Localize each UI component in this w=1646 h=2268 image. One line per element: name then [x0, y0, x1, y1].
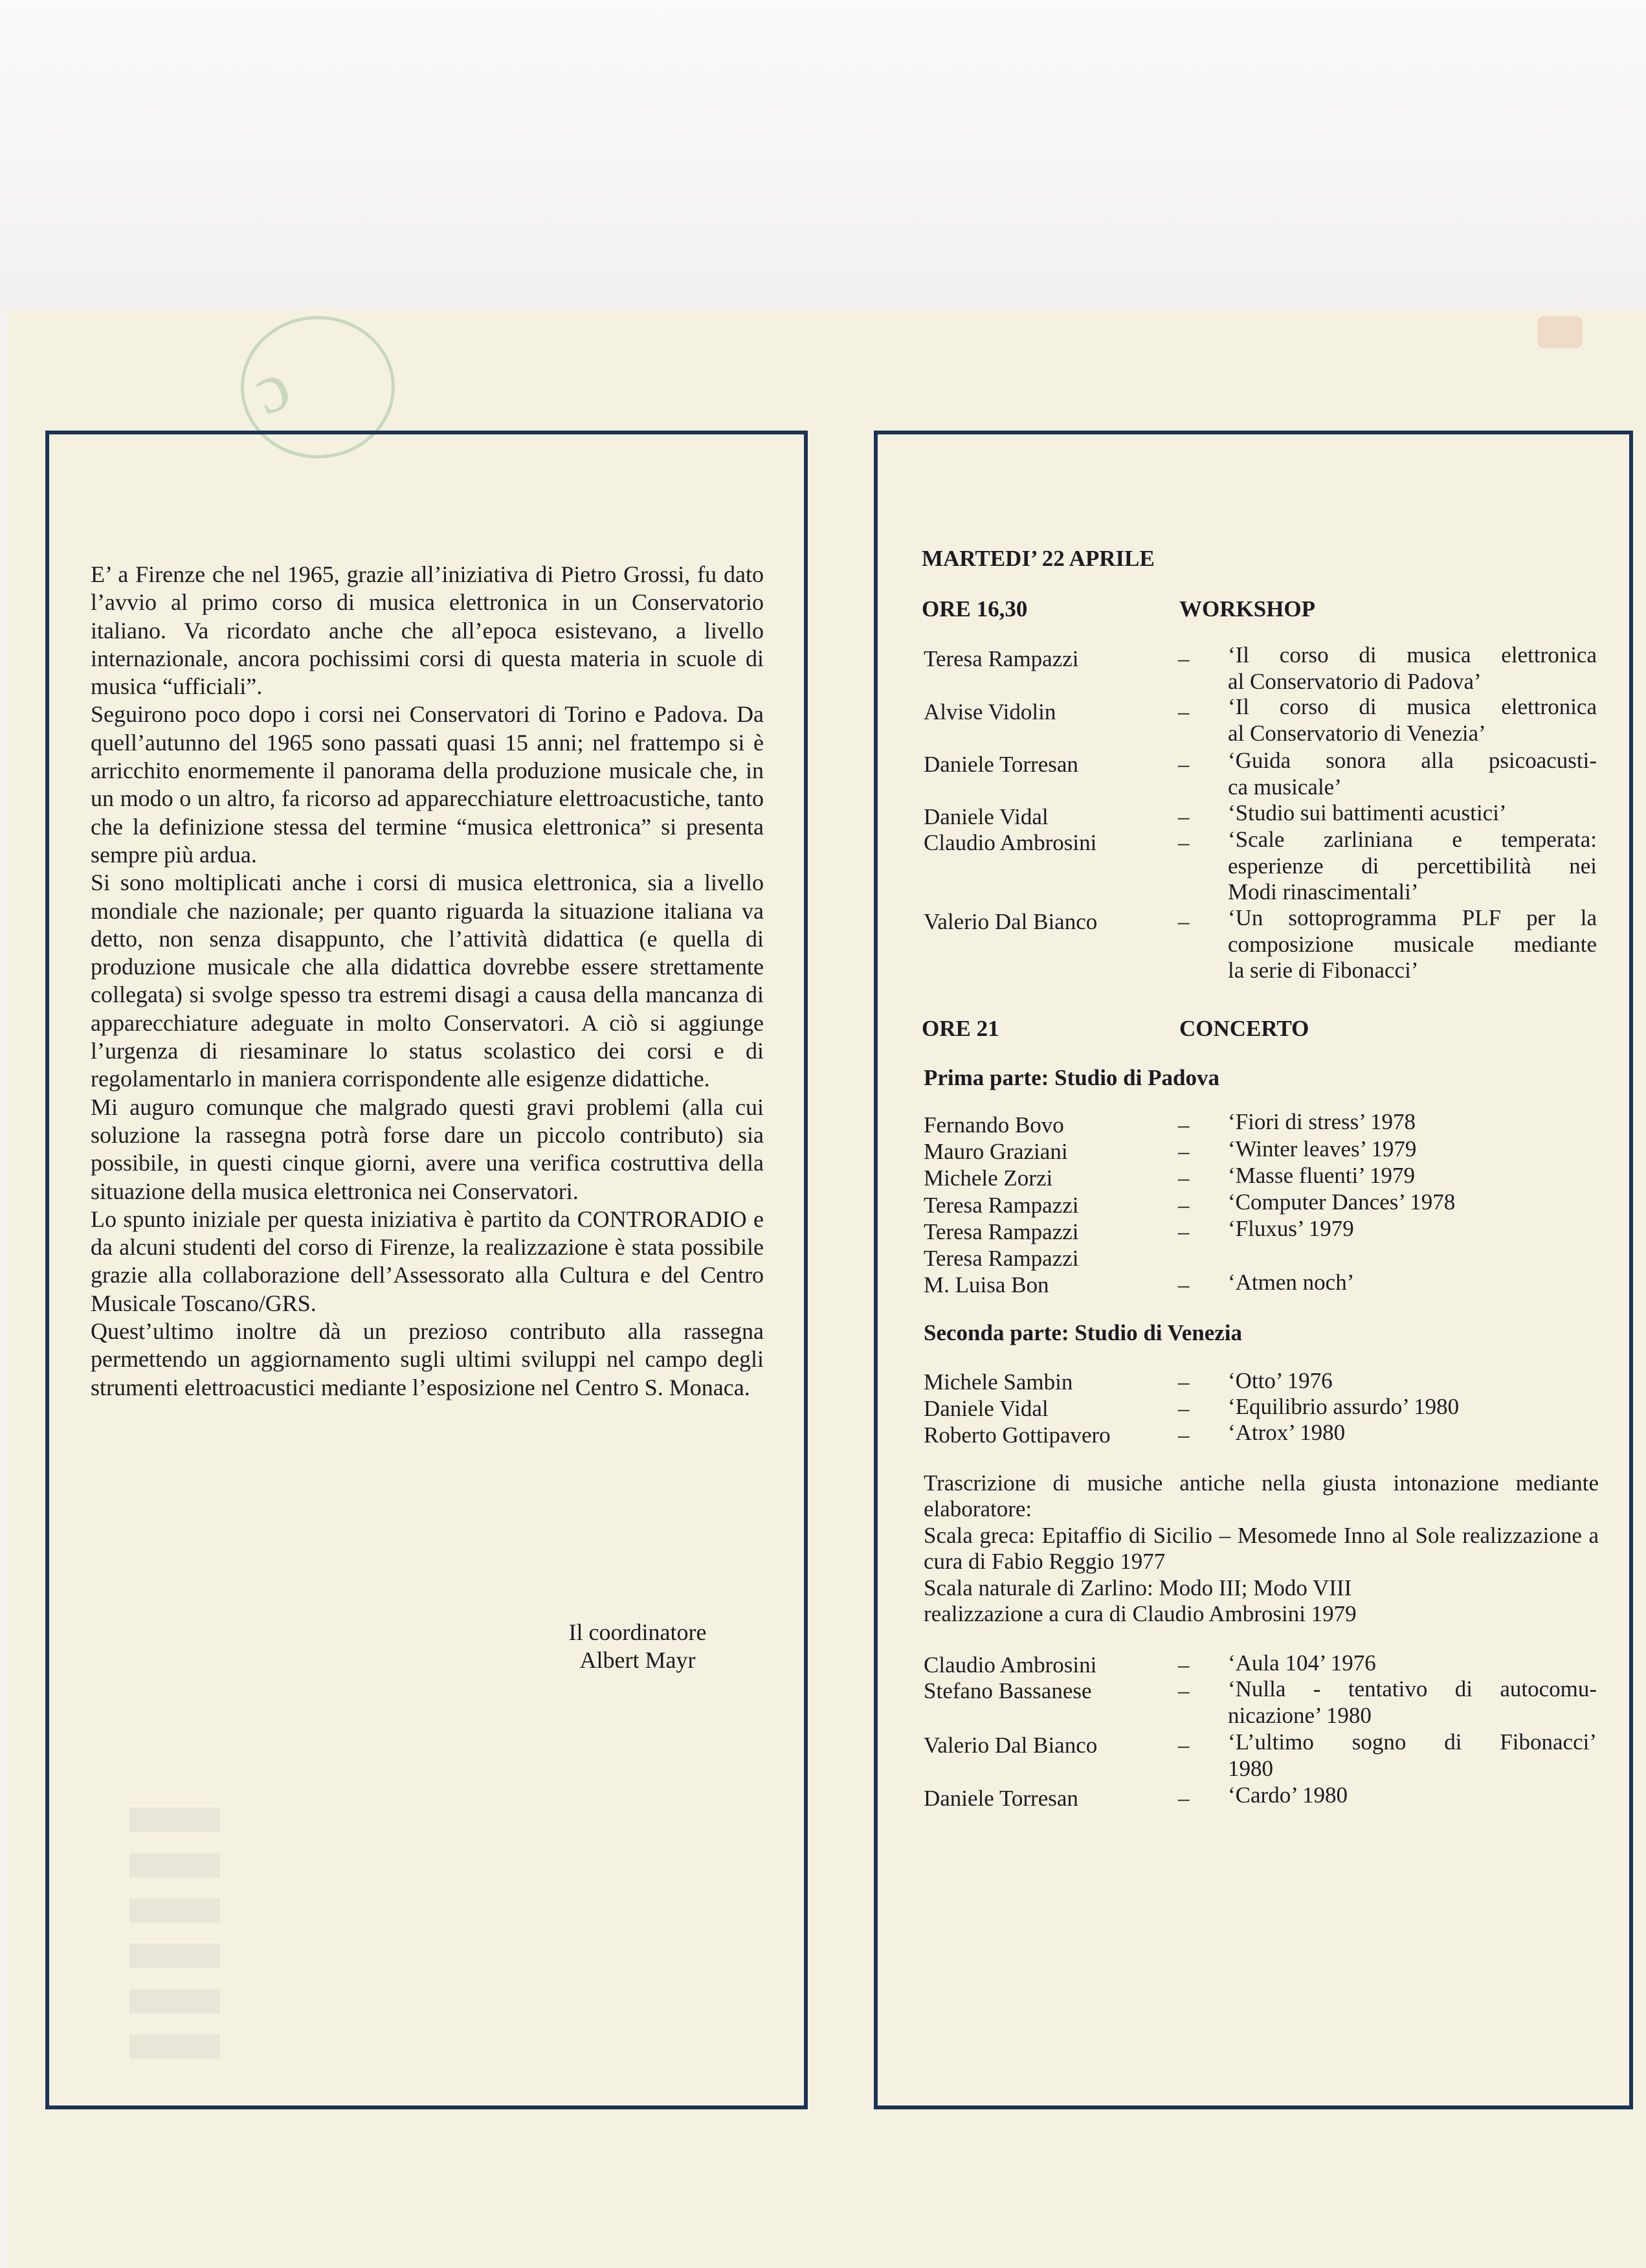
- dash: –: [1178, 1652, 1190, 1678]
- work-title: ‘Winter leaves’ 1979: [1228, 1136, 1417, 1162]
- intro-paragraph: E’ a Firenze che nel 1965, grazie all’iniziativa di Pietro Grossi, fu dato l’avvio al primo corso di musica elettronica in un Conservatorio italiano. Va ricordato anche che all’epoca esistevano, a livello internazionale, ancora pochissimi corsi di questa materia in scuole di musica “ufficiali”.: [91, 561, 764, 700]
- workshop-title: ‘Un sottoprogramma PLF per la composizione musicale mediante la serie di Fibonacci’: [1228, 905, 1597, 983]
- performer: Daniele Vidal: [924, 1396, 1049, 1421]
- work-title: ‘Equilibrio assurdo’ 1980: [1228, 1394, 1460, 1419]
- dash: –: [1178, 646, 1190, 671]
- dash: –: [1178, 909, 1190, 934]
- work-title: ‘Masse fluenti’ 1979: [1228, 1163, 1416, 1188]
- workshop-title: ‘Il corso di musica elettronica al Conservatorio di Padova’: [1228, 642, 1597, 694]
- dash: –: [1178, 1272, 1190, 1297]
- performer: Stefano Bassanese: [924, 1678, 1092, 1703]
- dash: –: [1178, 1165, 1190, 1191]
- transcription-line: Scala greca: Epitaffio di Sicilio – Mesomede Inno al Sole realizzazione a cura di Fabio Reggio 1977: [924, 1523, 1599, 1574]
- program-day: MARTEDI’ 22 APRILE: [922, 546, 1155, 571]
- dash: –: [1178, 1193, 1190, 1218]
- workshop-speaker: Valerio Dal Bianco: [924, 909, 1098, 934]
- dash: –: [1178, 1678, 1190, 1703]
- performer: Roberto Gottipavero: [924, 1422, 1111, 1448]
- performer: Fernando Bovo: [924, 1112, 1064, 1138]
- performer: Teresa Rampazzi: [924, 1246, 1079, 1271]
- workshop-speaker: Claudio Ambrosini: [924, 830, 1097, 855]
- work-title: ‘Computer Dances’ 1978: [1228, 1189, 1456, 1215]
- work-title: ‘Atmen noch’: [1228, 1270, 1355, 1295]
- workshop-title: ‘Scale zarliniana e temperata: esperienze di percettibilità nei Modi rinascimentali’: [1228, 827, 1597, 904]
- workshop-time: ORE 16,30: [922, 596, 1028, 622]
- workshop-label: WORKSHOP: [1179, 596, 1316, 622]
- performer: Mauro Graziani: [924, 1139, 1068, 1164]
- workshop-title: ‘Il corso di musica elettronica al Conservatorio di Venezia’: [1228, 694, 1597, 746]
- dash: –: [1178, 830, 1190, 855]
- intro-paragraph: Quest’ultimo inoltre dà un prezioso contributo alla rassegna permettendo un aggiornamento sugli ultimi sviluppi nel campo degli strumenti elettroacustici mediante l’esposizione nel Centro S. Monaca.: [91, 1318, 764, 1400]
- concert-time: ORE 21: [922, 1016, 999, 1041]
- workshop-speaker: Teresa Rampazzi: [924, 646, 1079, 671]
- dash: –: [1178, 1369, 1190, 1395]
- dash: –: [1178, 1112, 1190, 1138]
- transcription-intro: Trascrizione di musiche antiche nella giusta intonazione mediante elaboratore:: [924, 1470, 1599, 1521]
- performer: Michele Zorzi: [924, 1165, 1053, 1191]
- performer: Daniele Torresan: [924, 1786, 1078, 1811]
- dash: –: [1178, 1219, 1190, 1244]
- dash: –: [1178, 699, 1190, 724]
- intro-paragraph: Mi auguro comunque che malgrado questi gravi problemi (alla cui soluzione la rassegna potrà forse dare un piccolo contributo) sia possibile, in questi cinque giorni, avere una verifica costruttiva della situazione della musica elettronica nei Conservatori.: [91, 1094, 764, 1204]
- work-title: ‘L’ultimo sogno di Fibonacci’ 1980: [1228, 1729, 1597, 1781]
- performer: Valerio Dal Bianco: [924, 1733, 1098, 1758]
- scan-background: [0, 0, 1646, 311]
- fold-line: [840, 309, 841, 2268]
- work-title: ‘Atrox’ 1980: [1228, 1420, 1346, 1445]
- work-title: ‘Aula 104’ 1976: [1228, 1650, 1376, 1676]
- intro-text: [91, 561, 764, 1402]
- signature-role: Il coordinatore: [568, 1619, 707, 1645]
- dash: –: [1178, 752, 1190, 777]
- stamp-mark-icon: ɔ: [243, 344, 300, 430]
- signature-block: [531, 1619, 744, 1674]
- dash: –: [1178, 1396, 1190, 1421]
- part-one-title: Prima parte: Studio di Padova: [924, 1065, 1219, 1090]
- dash: –: [1178, 1786, 1190, 1811]
- work-title: ‘Nulla - tentativo di autocomu- nicazione’ 1980: [1228, 1676, 1597, 1728]
- workshop-speaker: Alvise Vidolin: [924, 699, 1056, 724]
- performer: Claudio Ambrosini: [924, 1652, 1097, 1678]
- workshop-speaker: Daniele Torresan: [924, 752, 1078, 777]
- workshop-speaker: Daniele Vidal: [924, 804, 1049, 829]
- performer: Teresa Rampazzi: [924, 1219, 1079, 1244]
- dash: –: [1178, 1422, 1190, 1448]
- performer: M. Luisa Bon: [924, 1272, 1049, 1297]
- work-title: ‘Fluxus’ 1979: [1228, 1216, 1354, 1241]
- dash: –: [1178, 804, 1190, 829]
- work-title: ‘Otto’ 1976: [1228, 1368, 1333, 1393]
- performer: Michele Sambin: [924, 1369, 1073, 1395]
- intro-paragraph: Si sono moltiplicati anche i corsi di musica elettronica, sia a livello mondiale che nazionale; per quanto riguarda la situazione italiana va detto, non senza disappunto, che l’attività didattica (e quella di produzione musicale che alla didattica dovrebbe essere strettamente collegata) si svolge spesso tra estremi disagi a causa della mancanza di apparecchiature adeguate in molto Conservatori. A ciò si aggiunge l’urgenza di riesaminare lo status scolastico dei corsi e di regolamentarlo in maniera corrispondente alle esigenze didattiche.: [91, 870, 764, 1092]
- workshop-title: ‘Studio sui battimenti acustici’: [1228, 800, 1507, 825]
- transcription-line: Scala naturale di Zarlino: Modo III; Modo VIII realizzazione a cura di Claudio Ambrosini 1979: [924, 1575, 1357, 1626]
- dash: –: [1178, 1139, 1190, 1164]
- corner-stain: [1537, 316, 1583, 348]
- work-title: ‘Fiori di stress’ 1978: [1228, 1109, 1416, 1134]
- workshop-title: ‘Guida sonora alla psicoacusti- ca musicale’: [1228, 748, 1597, 800]
- performer: Teresa Rampazzi: [924, 1193, 1079, 1218]
- dash: –: [1178, 1733, 1190, 1758]
- intro-paragraph: Seguirono poco dopo i corsi nei Conservatori di Torino e Padova. Da quell’autunno del 1965 sono passati quasi 15 anni; nel frattempo si è arricchito enormemente il panorama della produzione musicale che, in un modo o un altro, fa ricorso ad apparecchiature elettroacustiche, tanto che la definizione stessa del termine “musica elettronica” si presenta sempre più ardua.: [91, 701, 764, 868]
- work-title: ‘Cardo’ 1980: [1228, 1782, 1348, 1808]
- signature-name: Albert Mayr: [579, 1647, 696, 1673]
- part-two-title: Seconda parte: Studio di Venezia: [924, 1320, 1242, 1345]
- concert-label: CONCERTO: [1179, 1016, 1309, 1041]
- intro-paragraph: Lo spunto iniziale per questa iniziativa è partito da CONTRORADIO e da alcuni studenti del corso di Firenze, la realizzazione è stata possibile grazie alla collaborazione dell’Assessorato alla Cultura e del Centro Musicale Toscano/GRS.: [91, 1206, 764, 1316]
